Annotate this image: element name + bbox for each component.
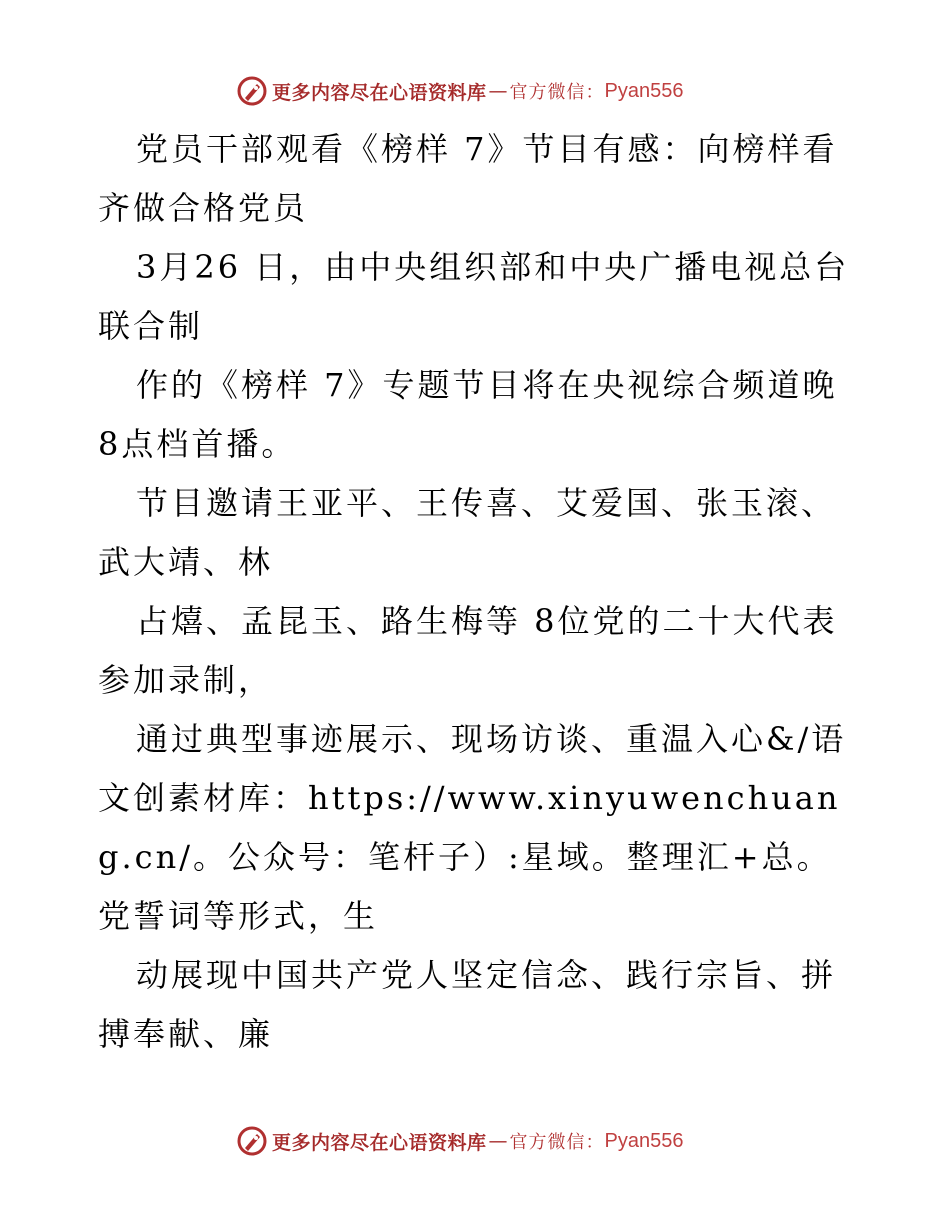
paragraph: 节目邀请王亚平、王传喜、艾爱国、张玉滚、武大靖、林 <box>98 484 837 581</box>
paragraph: 通过典型事迹展示、现场访谈、重温入心&/语文创素材库：https://www.xinyuwenchuang.cn/。公众号：笔杆子）:星域。整理汇+总。党誓词等形式，生 <box>98 720 847 935</box>
paragraph: 作的《榜样 7》专题节目将在央视综合频道晚 8点档首播。 <box>98 366 838 463</box>
header-banner-text: 更多内容尽在心语资料库 <box>272 81 487 104</box>
paragraph: 动展现中国共产党人坚定信念、践行宗旨、拼搏奉献、廉 <box>98 956 837 1053</box>
paragraph-title: 党员干部观看《榜样 7》节目有感：向榜样看齐做合格党员 <box>98 130 838 227</box>
header-wechat-id: Pyan556 <box>604 79 684 102</box>
pen-logo-icon <box>236 1125 268 1157</box>
header-wechat-label: 官方微信： <box>509 82 605 103</box>
pen-logo-icon <box>236 75 268 107</box>
header-separator: — <box>488 80 508 102</box>
footer-banner <box>236 1124 683 1158</box>
paragraph: 3月26 日，由中央组织部和中央广播电视总台联合制 <box>98 248 850 345</box>
footer-separator: — <box>488 1130 508 1152</box>
footer-banner-text: 更多内容尽在心语资料库 <box>272 1131 487 1154</box>
footer-wechat-id: Pyan556 <box>604 1129 684 1152</box>
paragraph: 占熺、孟昆玉、路生梅等 8位党的二十大代表参加录制， <box>98 602 838 699</box>
document-body <box>98 120 858 1064</box>
footer-wechat-label: 官方微信： <box>509 1132 605 1153</box>
header-banner <box>236 74 683 108</box>
